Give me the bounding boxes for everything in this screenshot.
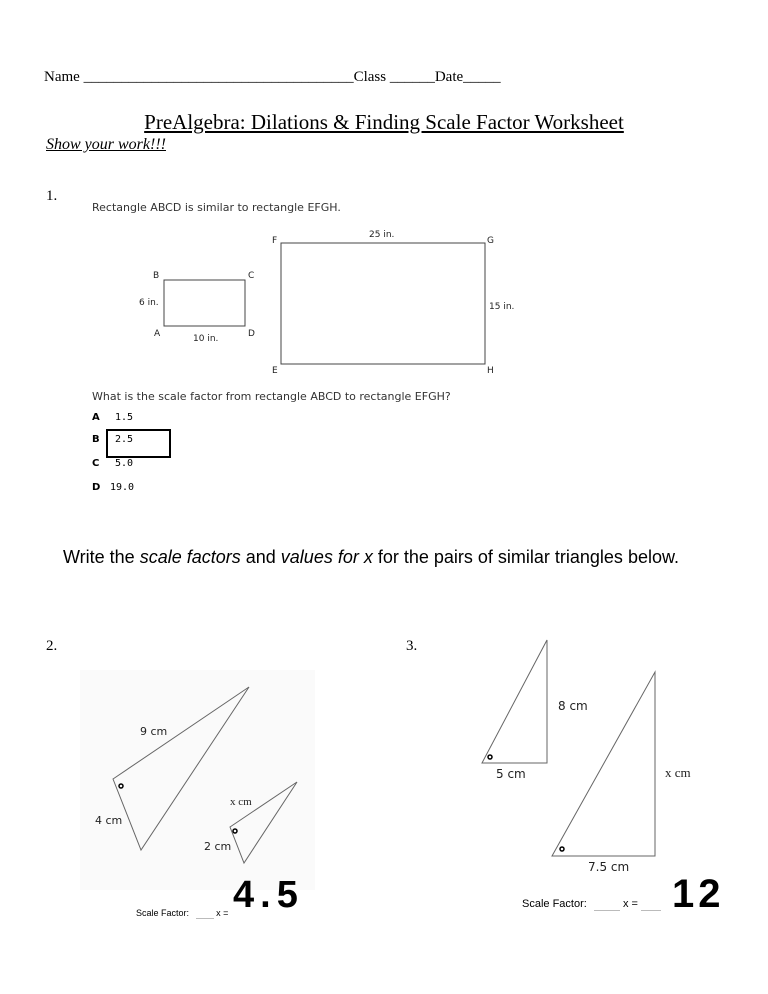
label-a: A xyxy=(154,329,161,339)
label-25in: 25 in. xyxy=(369,230,395,240)
q3-x-label: x = xyxy=(622,898,638,910)
q3-small-angle-mark xyxy=(488,755,492,759)
q1-question: What is the scale factor from rectangle ABCD to rectangle EFGH? xyxy=(92,390,451,403)
instruction-em1: scale factors xyxy=(139,547,241,567)
q3-number: 3. xyxy=(406,638,418,654)
q3-label-75cm: 7.5 cm xyxy=(588,860,630,874)
label-10in: 10 in. xyxy=(193,334,219,344)
q2-handwritten-answer[interactable]: 4.5 xyxy=(233,874,304,916)
worksheet-title: PreAlgebra: Dilations & Finding Scale Factor Worksheet xyxy=(144,110,624,134)
name-label: Name xyxy=(44,69,80,85)
q3-x-input[interactable] xyxy=(641,898,661,911)
choice-d-letter: D xyxy=(92,482,101,493)
instruction-part3: for the pairs of similar triangles below. xyxy=(372,547,679,567)
choice-a-value: 1.5 xyxy=(115,412,134,423)
label-h: H xyxy=(487,366,494,376)
date-label: Date xyxy=(434,69,464,85)
q3-scale-label: Scale Factor: xyxy=(522,898,587,910)
instruction-em2: values for x xyxy=(280,547,373,567)
instruction-part1: Write the xyxy=(63,547,140,567)
label-f: F xyxy=(272,236,278,246)
q3-label-8cm: 8 cm xyxy=(558,699,588,713)
date-field[interactable]: _____ xyxy=(463,69,501,85)
class-label: Class xyxy=(353,69,387,85)
label-g: G xyxy=(487,236,494,246)
class-field[interactable]: ______ xyxy=(389,69,435,85)
q3-label-5cm: 5 cm xyxy=(496,767,526,781)
label-d: D xyxy=(248,329,255,339)
q2-label-9cm: 9 cm xyxy=(140,725,168,738)
worksheet-subtitle: Show your work!!! xyxy=(46,136,166,153)
label-6in: 6 in. xyxy=(139,298,159,308)
label-15in: 15 in. xyxy=(489,302,515,312)
q2-label-4cm: 4 cm xyxy=(95,814,123,827)
q2-label-2cm: 2 cm xyxy=(204,840,232,853)
label-e: E xyxy=(272,366,278,376)
q3-small-triangle xyxy=(482,640,547,763)
label-b: B xyxy=(153,271,160,281)
q3-big-angle-mark xyxy=(560,847,564,851)
choice-c-value: 5.0 xyxy=(115,458,134,469)
choice-c-letter: C xyxy=(92,458,100,469)
name-field[interactable]: ____________________________________ xyxy=(83,69,354,85)
q3-answer-row xyxy=(522,898,661,911)
q2-label-xcm: x cm xyxy=(230,796,252,808)
q1-prompt: Rectangle ABCD is similar to rectangle EFGH. xyxy=(92,201,341,214)
choice-a-letter: A xyxy=(92,412,100,423)
q2-scale-label: Scale Factor: xyxy=(136,908,190,918)
q3-handwritten-answer[interactable]: 12 xyxy=(672,872,725,916)
q3-scale-input[interactable] xyxy=(594,898,620,911)
choice-b-value: 2.5 xyxy=(115,434,134,445)
choice-b-letter: B xyxy=(92,434,100,445)
q1-number: 1. xyxy=(46,188,58,204)
label-c: C xyxy=(248,271,255,281)
q3-label-xcm: x cm xyxy=(665,765,691,780)
q2-x-label: x = xyxy=(216,908,229,918)
instruction-part2: and xyxy=(240,547,281,567)
q2-number: 2. xyxy=(46,638,58,654)
choice-d-value: 19.0 xyxy=(110,482,135,493)
